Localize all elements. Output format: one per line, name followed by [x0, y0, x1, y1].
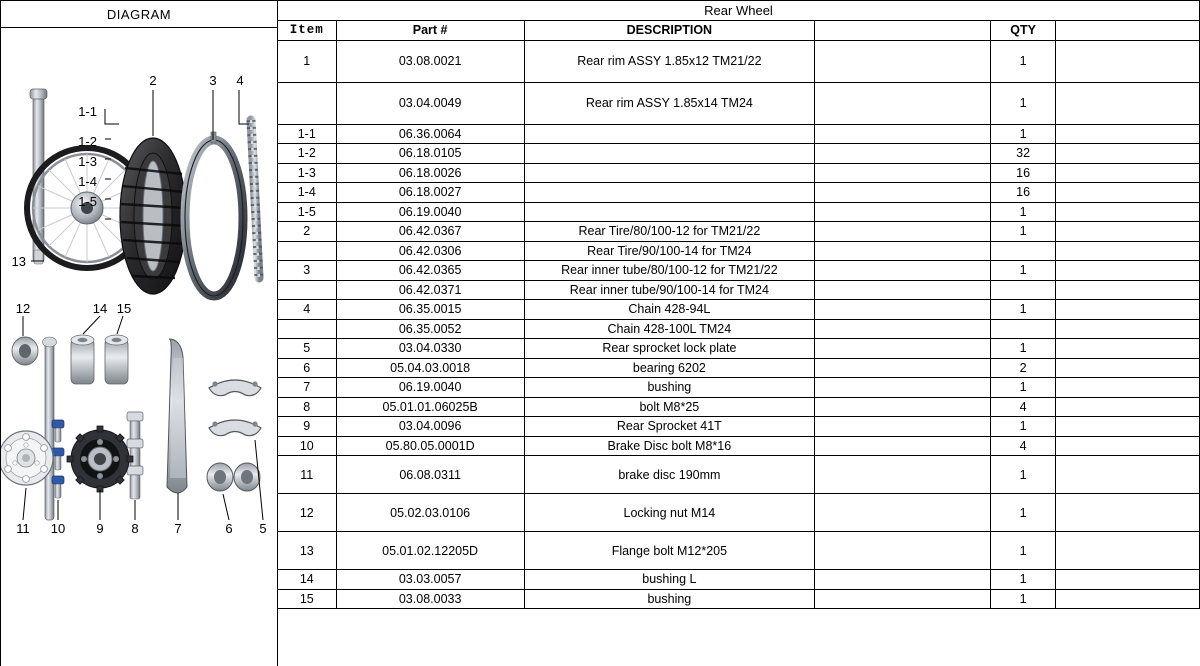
cell-blank	[815, 570, 991, 590]
cell-end	[1055, 183, 1199, 203]
table-row	[278, 397, 1200, 417]
cell-item: 9	[278, 417, 336, 437]
cell-end	[1055, 163, 1199, 183]
cell-blank	[815, 40, 991, 82]
cell-qty: 1	[991, 300, 1056, 320]
cell-description	[524, 163, 814, 183]
cell-description: brake disc 190mm	[524, 456, 814, 494]
cell-end	[1055, 417, 1199, 437]
table-row	[278, 436, 1200, 456]
table-row	[278, 40, 1200, 82]
cell-qty: 16	[991, 183, 1056, 203]
cell-part-number: 06.18.0027	[336, 183, 524, 203]
cell-part-number: 06.42.0306	[336, 241, 524, 261]
cell-qty: 16	[991, 163, 1056, 183]
cell-blank	[815, 163, 991, 183]
cell-description: Rear rim ASSY 1.85x12 TM21/22	[524, 40, 814, 82]
diagram-image	[1, 28, 277, 666]
cell-blank	[815, 124, 991, 144]
cell-description: Rear rim ASSY 1.85x14 TM24	[524, 82, 814, 124]
callout-9: 9	[96, 521, 104, 536]
cell-description: Rear Sprocket 41T	[524, 417, 814, 437]
cell-blank	[815, 183, 991, 203]
cell-blank	[815, 589, 991, 609]
cell-end	[1055, 339, 1199, 359]
cell-part-number: 03.08.0021	[336, 40, 524, 82]
part-bearing-6	[207, 463, 260, 491]
cell-blank	[815, 358, 991, 378]
cell-end	[1055, 144, 1199, 164]
cell-qty: 1	[991, 124, 1056, 144]
callout-1-5: 1-5	[78, 194, 97, 209]
cell-item: 6	[278, 358, 336, 378]
callout-10: 10	[50, 521, 66, 536]
table-row	[278, 280, 1200, 300]
column-header-end	[1055, 21, 1199, 40]
cell-end	[1055, 280, 1199, 300]
column-header-blank	[815, 21, 991, 40]
cell-blank	[815, 241, 991, 261]
cell-item: 1-4	[278, 183, 336, 203]
cell-blank	[815, 144, 991, 164]
cell-item: 8	[278, 397, 336, 417]
cell-qty: 1	[991, 456, 1056, 494]
cell-description: Chain 428-94L	[524, 300, 814, 320]
table-row	[278, 144, 1200, 164]
cell-item: 5	[278, 339, 336, 359]
callout-11: 11	[16, 521, 30, 536]
callout-15: 15	[116, 301, 132, 316]
table-row	[278, 163, 1200, 183]
cell-qty: 1	[991, 378, 1056, 398]
cell-end	[1055, 436, 1199, 456]
cell-qty	[991, 319, 1056, 339]
diagram-panel	[1, 1, 278, 666]
part-bushing-15	[105, 335, 128, 384]
cell-item	[278, 319, 336, 339]
cell-blank	[815, 222, 991, 242]
part-bushing-7	[167, 339, 187, 493]
part-tire-2	[120, 138, 186, 294]
cell-qty: 1	[991, 82, 1056, 124]
cell-description: Chain 428-100L TM24	[524, 319, 814, 339]
cell-description: bearing 6202	[524, 358, 814, 378]
cell-part-number: 05.02.03.0106	[336, 494, 524, 532]
cell-item: 1	[278, 40, 336, 82]
cell-blank	[815, 417, 991, 437]
callout-1-1: 1-1	[78, 104, 97, 119]
cell-blank	[815, 280, 991, 300]
cell-blank	[815, 397, 991, 417]
cell-item: 2	[278, 222, 336, 242]
cell-blank	[815, 532, 991, 570]
cell-part-number: 06.42.0365	[336, 261, 524, 281]
cell-qty: 1	[991, 570, 1056, 590]
cell-blank	[815, 261, 991, 281]
part-lock-plate-5	[209, 380, 261, 436]
cell-blank	[815, 378, 991, 398]
cell-description: bushing	[524, 378, 814, 398]
cell-end	[1055, 532, 1199, 570]
cell-qty: 4	[991, 436, 1056, 456]
cell-end	[1055, 358, 1199, 378]
table-row	[278, 124, 1200, 144]
cell-item	[278, 241, 336, 261]
cell-item: 1-2	[278, 144, 336, 164]
cell-qty: 4	[991, 397, 1056, 417]
column-header-part: Part #	[336, 21, 524, 40]
cell-part-number: 05.04.03.0018	[336, 358, 524, 378]
column-header-qty: QTY	[991, 21, 1056, 40]
cell-item: 1-3	[278, 163, 336, 183]
cell-qty: 2	[991, 358, 1056, 378]
parts-table	[278, 21, 1200, 609]
table-row	[278, 241, 1200, 261]
part-inner-tube-3	[185, 132, 243, 296]
table-row	[278, 456, 1200, 494]
cell-description: Brake Disc bolt M8*16	[524, 436, 814, 456]
callout-5: 5	[259, 521, 267, 536]
cell-item: 10	[278, 436, 336, 456]
callout-12: 12	[15, 301, 31, 316]
part-brake-disc-11	[1, 431, 53, 485]
cell-end	[1055, 222, 1199, 242]
cell-end	[1055, 241, 1199, 261]
cell-part-number: 06.42.0367	[336, 222, 524, 242]
column-header-item: Item	[278, 21, 336, 40]
cell-end	[1055, 589, 1199, 609]
cell-blank	[815, 82, 991, 124]
cell-part-number: 05.80.05.0001D	[336, 436, 524, 456]
table-row	[278, 378, 1200, 398]
cell-part-number: 06.19.0040	[336, 378, 524, 398]
part-sprocket-9	[67, 426, 133, 492]
table-row	[278, 417, 1200, 437]
table-row	[278, 261, 1200, 281]
cell-blank	[815, 319, 991, 339]
cell-end	[1055, 261, 1199, 281]
cell-part-number: 03.04.0330	[336, 339, 524, 359]
cell-description	[524, 183, 814, 203]
part-locking-nut-12	[12, 337, 38, 365]
part-bushing-14	[71, 335, 94, 384]
cell-blank	[815, 494, 991, 532]
table-row	[278, 494, 1200, 532]
exploded-view-illustration	[1, 28, 277, 666]
callout-13: 13	[11, 254, 26, 269]
parts-table-panel	[278, 1, 1200, 666]
cell-item: 1-5	[278, 202, 336, 222]
cell-blank	[815, 202, 991, 222]
cell-description: bolt M8*25	[524, 397, 814, 417]
cell-part-number: 06.18.0105	[336, 144, 524, 164]
cell-end	[1055, 378, 1199, 398]
cell-description: Locking nut M14	[524, 494, 814, 532]
cell-part-number: 06.42.0371	[336, 280, 524, 300]
cell-description: bushing	[524, 589, 814, 609]
callout-2: 2	[149, 73, 157, 88]
cell-item	[278, 82, 336, 124]
callout-1-2: 1-2	[78, 134, 97, 149]
cell-item: 7	[278, 378, 336, 398]
cell-item: 13	[278, 532, 336, 570]
cell-blank	[815, 436, 991, 456]
cell-end	[1055, 124, 1199, 144]
cell-item: 15	[278, 589, 336, 609]
cell-item	[278, 280, 336, 300]
cell-part-number: 06.36.0064	[336, 124, 524, 144]
table-row	[278, 300, 1200, 320]
cell-part-number: 03.08.0033	[336, 589, 524, 609]
callout-14: 14	[92, 301, 108, 316]
cell-end	[1055, 456, 1199, 494]
cell-description: Flange bolt M12*205	[524, 532, 814, 570]
cell-part-number: 03.03.0057	[336, 570, 524, 590]
table-row	[278, 222, 1200, 242]
cell-end	[1055, 319, 1199, 339]
cell-item: 14	[278, 570, 336, 590]
table-title: Rear Wheel	[278, 1, 1200, 21]
cell-blank	[815, 456, 991, 494]
cell-qty: 1	[991, 494, 1056, 532]
cell-description	[524, 202, 814, 222]
cell-end	[1055, 82, 1199, 124]
cell-part-number: 06.08.0311	[336, 456, 524, 494]
cell-part-number: 05.01.02.12205D	[336, 532, 524, 570]
cell-description: Rear Tire/90/100-14 for TM24	[524, 241, 814, 261]
cell-qty: 1	[991, 40, 1056, 82]
cell-qty: 1	[991, 532, 1056, 570]
callout-4: 4	[236, 73, 244, 88]
callout-3: 3	[209, 73, 217, 88]
cell-part-number: 03.04.0096	[336, 417, 524, 437]
cell-end	[1055, 397, 1199, 417]
cell-part-number: 05.01.01.06025B	[336, 397, 524, 417]
cell-item: 3	[278, 261, 336, 281]
cell-part-number: 03.04.0049	[336, 82, 524, 124]
cell-qty	[991, 241, 1056, 261]
table-header-row	[278, 21, 1200, 40]
cell-description	[524, 124, 814, 144]
cell-blank	[815, 300, 991, 320]
callout-8: 8	[131, 521, 139, 536]
callout-1-3: 1-3	[78, 154, 97, 169]
cell-qty	[991, 280, 1056, 300]
cell-item: 11	[278, 456, 336, 494]
cell-description: Rear sprocket lock plate	[524, 339, 814, 359]
cell-qty: 32	[991, 144, 1056, 164]
cell-item: 1-1	[278, 124, 336, 144]
cell-qty: 1	[991, 202, 1056, 222]
table-row	[278, 202, 1200, 222]
column-header-description: DESCRIPTION	[524, 21, 814, 40]
cell-item: 12	[278, 494, 336, 532]
table-row	[278, 570, 1200, 590]
cell-qty: 1	[991, 339, 1056, 359]
cell-qty: 1	[991, 417, 1056, 437]
cell-blank	[815, 339, 991, 359]
cell-qty: 1	[991, 222, 1056, 242]
table-row	[278, 183, 1200, 203]
table-row	[278, 339, 1200, 359]
cell-description: Rear Tire/80/100-12 for TM21/22	[524, 222, 814, 242]
table-row	[278, 532, 1200, 570]
cell-item: 4	[278, 300, 336, 320]
table-row	[278, 589, 1200, 609]
cell-part-number: 06.35.0052	[336, 319, 524, 339]
cell-description	[524, 144, 814, 164]
cell-part-number: 06.18.0026	[336, 163, 524, 183]
cell-qty: 1	[991, 261, 1056, 281]
cell-description: Rear inner tube/80/100-12 for TM21/22	[524, 261, 814, 281]
cell-end	[1055, 494, 1199, 532]
part-chain-4	[251, 120, 259, 278]
cell-end	[1055, 40, 1199, 82]
cell-description: bushing L	[524, 570, 814, 590]
parts-table-body	[278, 40, 1200, 609]
callout-7: 7	[174, 521, 182, 536]
cell-description: Rear inner tube/90/100-14 for TM24	[524, 280, 814, 300]
cell-end	[1055, 300, 1199, 320]
cell-end	[1055, 570, 1199, 590]
table-row	[278, 319, 1200, 339]
table-row	[278, 358, 1200, 378]
callout-1-4: 1-4	[78, 174, 97, 189]
part-flange-bolt-13b	[43, 337, 57, 520]
cell-end	[1055, 202, 1199, 222]
part-bolt-8	[127, 412, 143, 499]
cell-qty: 1	[991, 589, 1056, 609]
cell-part-number: 06.19.0040	[336, 202, 524, 222]
diagram-header: DIAGRAM	[1, 1, 277, 28]
table-row	[278, 82, 1200, 124]
cell-part-number: 06.35.0015	[336, 300, 524, 320]
callout-6: 6	[225, 521, 233, 536]
